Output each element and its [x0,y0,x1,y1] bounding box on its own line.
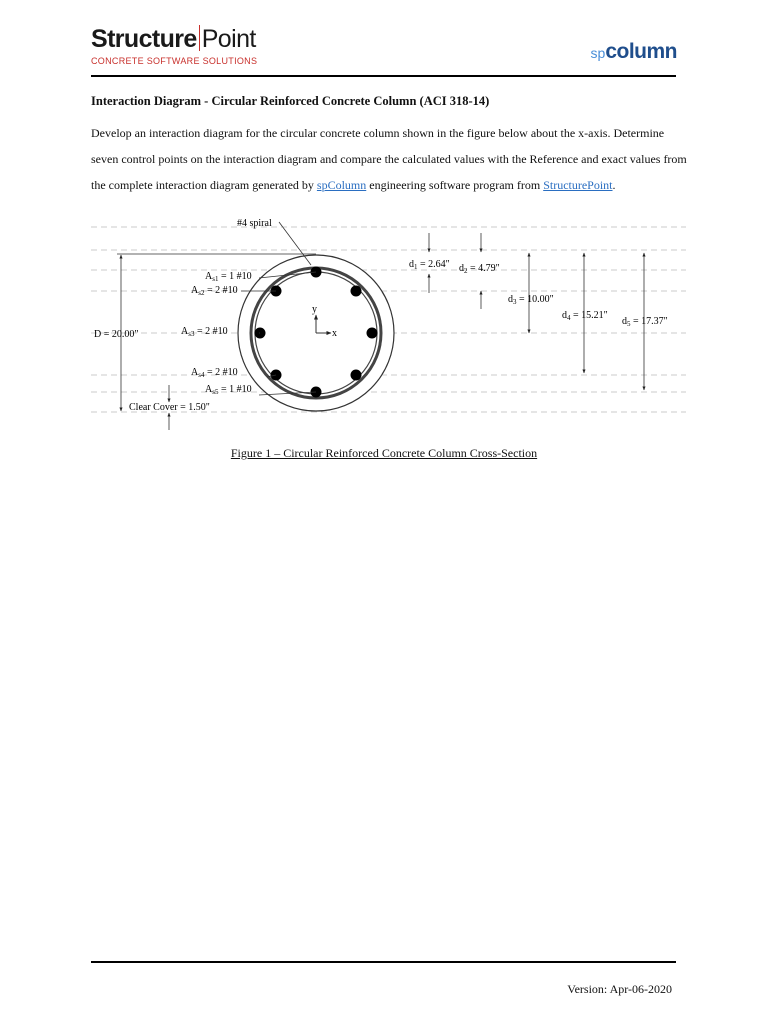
brand-separator [199,25,200,51]
header-rule [91,75,676,77]
depth-label-d2: $d_2 = 4.79$" [459,263,500,275]
rebar-s4-right [351,370,362,381]
rebar-s2-right [351,286,362,297]
bar-label-s1: $A_{s1} = 1$ #10 [205,271,252,283]
rebar-s3-right [367,328,378,339]
diameter-label: D = 20.00" [94,329,139,340]
axis-x-label: x [332,328,337,339]
spcolumn-link[interactable]: spColumn [316,178,367,192]
spiral-label: #4 spiral [237,218,272,229]
figure-caption [0,446,768,461]
depth-labels [409,259,668,328]
footer-rule [91,961,676,963]
page-header [0,0,768,80]
bar-label-s2: $A_{s2} = 2$ #10 [191,285,238,297]
intro-text-3: . [612,178,616,192]
cross-section-figure [91,205,686,445]
structurepoint-link[interactable]: StructurePoint [543,178,613,192]
bar-label-s4: $A_{s4} = 2$ #10 [191,367,238,379]
depth-label-d1: $d_1 = 2.64$" [409,259,450,271]
brand-name-bold: Structure [91,25,197,53]
intro-text-2: engineering software program from [366,178,544,192]
spcolumn-logo-name: column [605,40,677,63]
bar-label-s3: $A_{s3} = 2$ #10 [181,326,228,338]
brand-name-light: Point [201,25,256,53]
axis-y-label: y [312,304,317,315]
brand-tagline: CONCRETE SOFTWARE SOLUTIONS [91,56,258,66]
brand-name [91,24,257,54]
bar-label-s5: $A_{s5} = 1$ #10 [205,384,252,396]
depth-dimension-lines [429,233,644,390]
intro-text-1: Develop an interaction diagram for the circular concrete column shown in the figure below about the x-axis. Determine seven control points on the interaction diagram and compare the calculated values with the Reference and exact values from the complete interaction diagram generated by [91,126,687,192]
spcolumn-logo-prefix: sp [590,45,606,61]
intro-paragraph [91,120,691,198]
spcolumn-logo [591,40,677,64]
page-title: Interaction Diagram - Circular Reinforced Concrete Column (ACI 318-14) [91,94,490,108]
clear-cover-label: Clear Cover = 1.50" [129,402,210,413]
version-label: Version: Apr-06-2020 [567,982,672,996]
depth-label-d4: $d_4 = 15.21$" [562,310,608,322]
figure-caption-text: Figure 1 – Circular Reinforced Concrete Column Cross-Section [230,446,538,460]
depth-label-d5: $d_5 = 17.37$" [622,316,668,328]
cross-section-diagram [91,205,686,445]
depth-label-d3: $d_3 = 10.00$" [508,294,554,306]
structurepoint-logo [91,24,257,66]
